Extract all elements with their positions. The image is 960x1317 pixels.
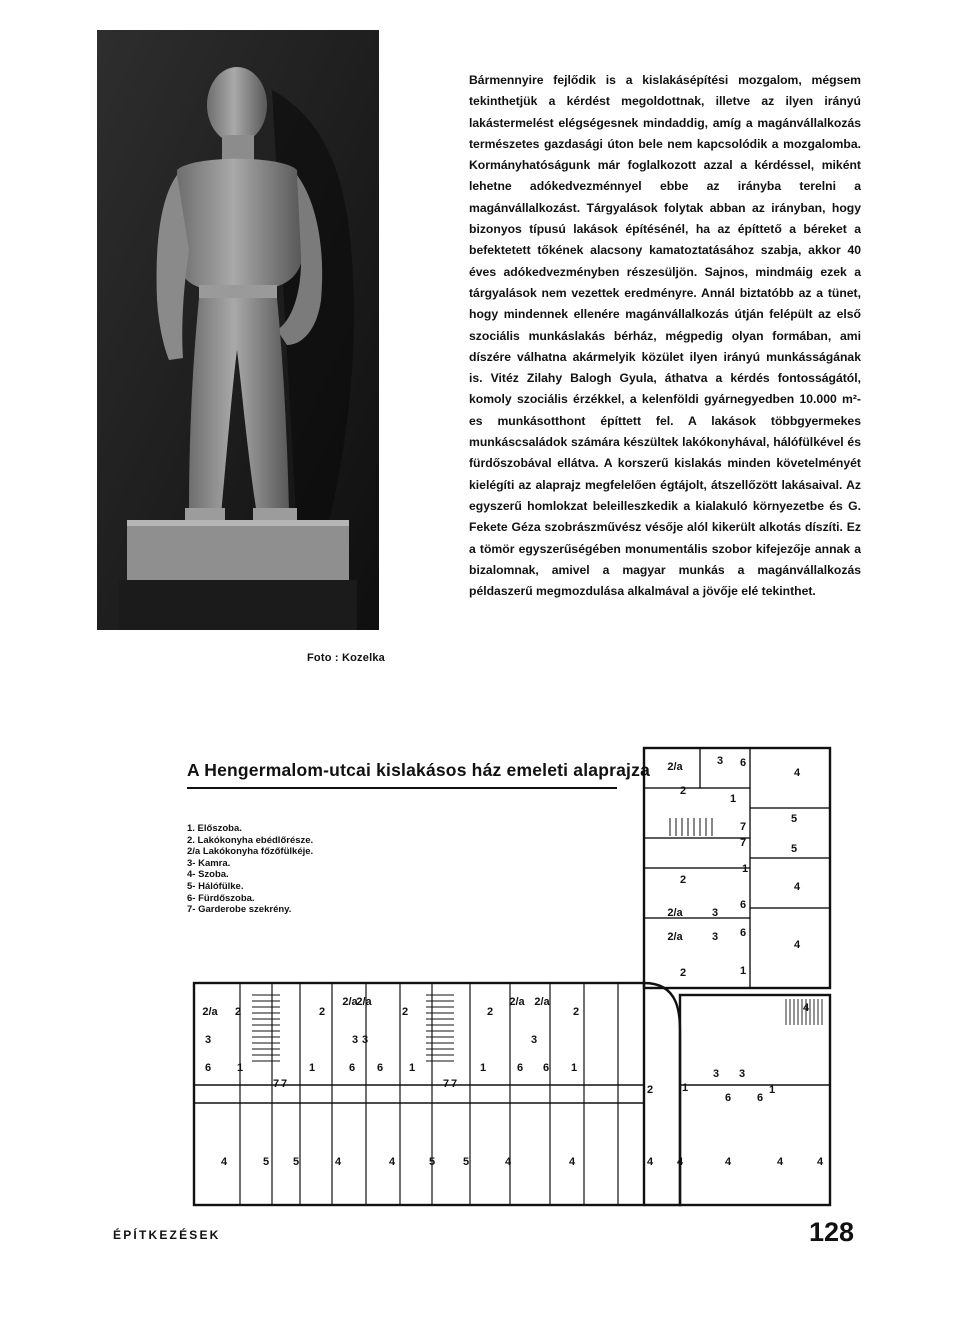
room-label: 2/a (356, 996, 372, 1008)
room-label: 3 (712, 1068, 720, 1080)
room-label: 6 (724, 1092, 732, 1104)
room-label: 1 (741, 863, 749, 875)
room-label: 4 (802, 1002, 810, 1014)
room-label: 1 (681, 1082, 689, 1094)
room-label: 1 (408, 1062, 416, 1074)
room-label: 3 (716, 755, 724, 767)
legend-item: 4- Szoba. (187, 869, 229, 881)
room-label: 5 (428, 1156, 436, 1168)
room-label: 2/a (509, 996, 525, 1008)
room-label: 6 (516, 1062, 524, 1074)
room-label: 3 (711, 931, 719, 943)
plan-title: A Hengermalom-utcai kislakásos ház emeleti alaprajza (187, 760, 650, 780)
magazine-name: ÉPÍTKEZÉSEK (113, 1228, 221, 1242)
room-label: 7 (280, 1078, 288, 1090)
legend-item: 2. Lakókonyha ebédlőrésze. (187, 834, 314, 846)
room-label: 3 (711, 907, 719, 919)
room-label: 2 (234, 1006, 242, 1018)
floor-plan-lower (180, 975, 860, 1225)
room-label: 1 (308, 1062, 316, 1074)
page-number: 128 (809, 1217, 855, 1247)
room-label: 5 (790, 813, 798, 825)
room-label: 4 (793, 767, 801, 779)
room-label: 4 (334, 1156, 342, 1168)
room-label: 2 (486, 1006, 494, 1018)
room-label: 2/a (667, 907, 683, 919)
room-label: 2/a (534, 996, 550, 1008)
room-label: 2 (401, 1006, 409, 1018)
room-label: 2 (679, 967, 687, 979)
corner-block (680, 995, 830, 1205)
legend-item: 5- Hálófülke. (187, 880, 244, 892)
room-label: 1 (739, 965, 747, 977)
room-label: 2/a (667, 931, 683, 943)
legend-item: 1. Előszoba. (187, 823, 242, 834)
article-body: Bármennyire fejlődik is a kislakásépítési mozgalom, mégsem tekinthetjük a kérdést megoldottnak, illetve az ilyen irányú lakástermelést elégségesnek mindaddig, amíg a magánvállalkozás természetes gazdasági úton bele nem kapcsolódik a mozgalomba. Kormányhatóságunk már foglalkozott azzal a kérdéssel, miként lehetne adókedvezménnyel ebbe az irányba terelni a magánvállalkozást. Tárgyalások folytak abban az irányban, hogy bizonyos típusú lakások építésénél, ha az építtető a béreket a befektetett tőkének alacsony kamatoztatásához szabja, akkor 40 éves adókedvezményben részesüljön. Sajnos, mindmáig ezek a tárgyalások nem vezettek eredményre. Annál biztatóbb az a tünet, hogy mindennek ellenére magánvállalkozás útján felépült az első szociális munkáslakás bérház, mégpedig olyan formában, ami díszére válhatna akármelyik közület ilyen irányú munkásságának is. Vitéz Zilahy Balogh Gyula, áthatva a kérdés fontosságától, komoly szociális érzékkel, a kelenföldi gyárnegyedben 10.000 m²-es munkásotthont építtett fel. A lakások többgyermekes munkáscsaládok számára készültek lakókonyhával, hálófülkével és fürdőszobával ellátva. A korszerű kislakás minden követelményét kielégíti az alaprajz megfelelően égtájolt, átszellőzött lakásaival. Az egyszerű homlokzat beleilleszkedik a kialakuló környezetbe és G. Fekete Géza szobrászművész vésője alól kikerült alkotás díszíti. Ez a tömör egyszerűségében monumentális szobor kifejezője annak a bizalomnak, amivel a magyar munkás a magánvállalkozás példaszerű megmozdulása alkalmával a jövője elé tekinthet. (469, 73, 861, 599)
room-label: 4 (793, 939, 801, 951)
room-label: 4 (676, 1156, 684, 1168)
room-label: 2 (318, 1006, 326, 1018)
room-wall (644, 868, 750, 918)
room-label: 2/a (202, 1006, 218, 1018)
room-label: 5 (262, 1156, 270, 1168)
room-label: 4 (724, 1156, 732, 1168)
room-wall (644, 838, 750, 868)
room-label: 1 (768, 1084, 776, 1096)
room-label: 4 (793, 881, 801, 893)
photo-credit: Foto : Kozelka (307, 652, 385, 664)
room-label: 5 (292, 1156, 300, 1168)
room-label: 6 (739, 757, 747, 769)
room-label: 5 (790, 843, 798, 855)
room-wall (750, 858, 830, 908)
room-label: 4 (646, 1156, 654, 1168)
room-wall (750, 748, 830, 808)
room-label: 2 (679, 874, 687, 886)
sculpture-image (97, 30, 379, 630)
room-label: 2 (679, 785, 687, 797)
room-label: 6 (739, 927, 747, 939)
room-label: 4 (220, 1156, 228, 1168)
room-label: 3 (361, 1034, 369, 1046)
room-label: 1 (236, 1062, 244, 1074)
legend-item: 3- Kamra. (187, 857, 231, 869)
room-label: 6 (348, 1062, 356, 1074)
room-label: 6 (542, 1062, 550, 1074)
room-label: 2/a (667, 761, 683, 773)
room-label: 7 (450, 1078, 458, 1090)
room-label: 1 (479, 1062, 487, 1074)
room-label: 7 (739, 837, 747, 849)
room-label: 4 (776, 1156, 784, 1168)
room-label: 3 (530, 1034, 538, 1046)
room-label: 7 (272, 1078, 280, 1090)
room-label: 4 (504, 1156, 512, 1168)
room-label: 6 (204, 1062, 212, 1074)
room-label: 2/a (342, 996, 358, 1008)
legend-item: 7- Garderobe szekrény. (187, 904, 292, 916)
room-label: 5 (462, 1156, 470, 1168)
room-label: 4 (568, 1156, 576, 1168)
room-label: 1 (570, 1062, 578, 1074)
room-label: 3 (204, 1034, 212, 1046)
room-label: 3 (738, 1068, 746, 1080)
room-label: 2 (572, 1006, 580, 1018)
room-label: 6 (739, 899, 747, 911)
sculpture-photo (97, 30, 379, 630)
room-label: 4 (816, 1156, 824, 1168)
room-label: 4 (388, 1156, 396, 1168)
room-label: 7 (739, 821, 747, 833)
room-label: 6 (376, 1062, 384, 1074)
legend-item: 2/a Lakókonyha főzőfülkéje. (187, 846, 314, 858)
room-label: 2 (646, 1084, 654, 1096)
room-label: 3 (351, 1034, 359, 1046)
room-label: 7 (442, 1078, 450, 1090)
room-label: 6 (756, 1092, 764, 1104)
legend-item: 6- Fürdőszoba. (187, 892, 255, 904)
floor-plan (180, 740, 860, 990)
room-label: 1 (729, 793, 737, 805)
